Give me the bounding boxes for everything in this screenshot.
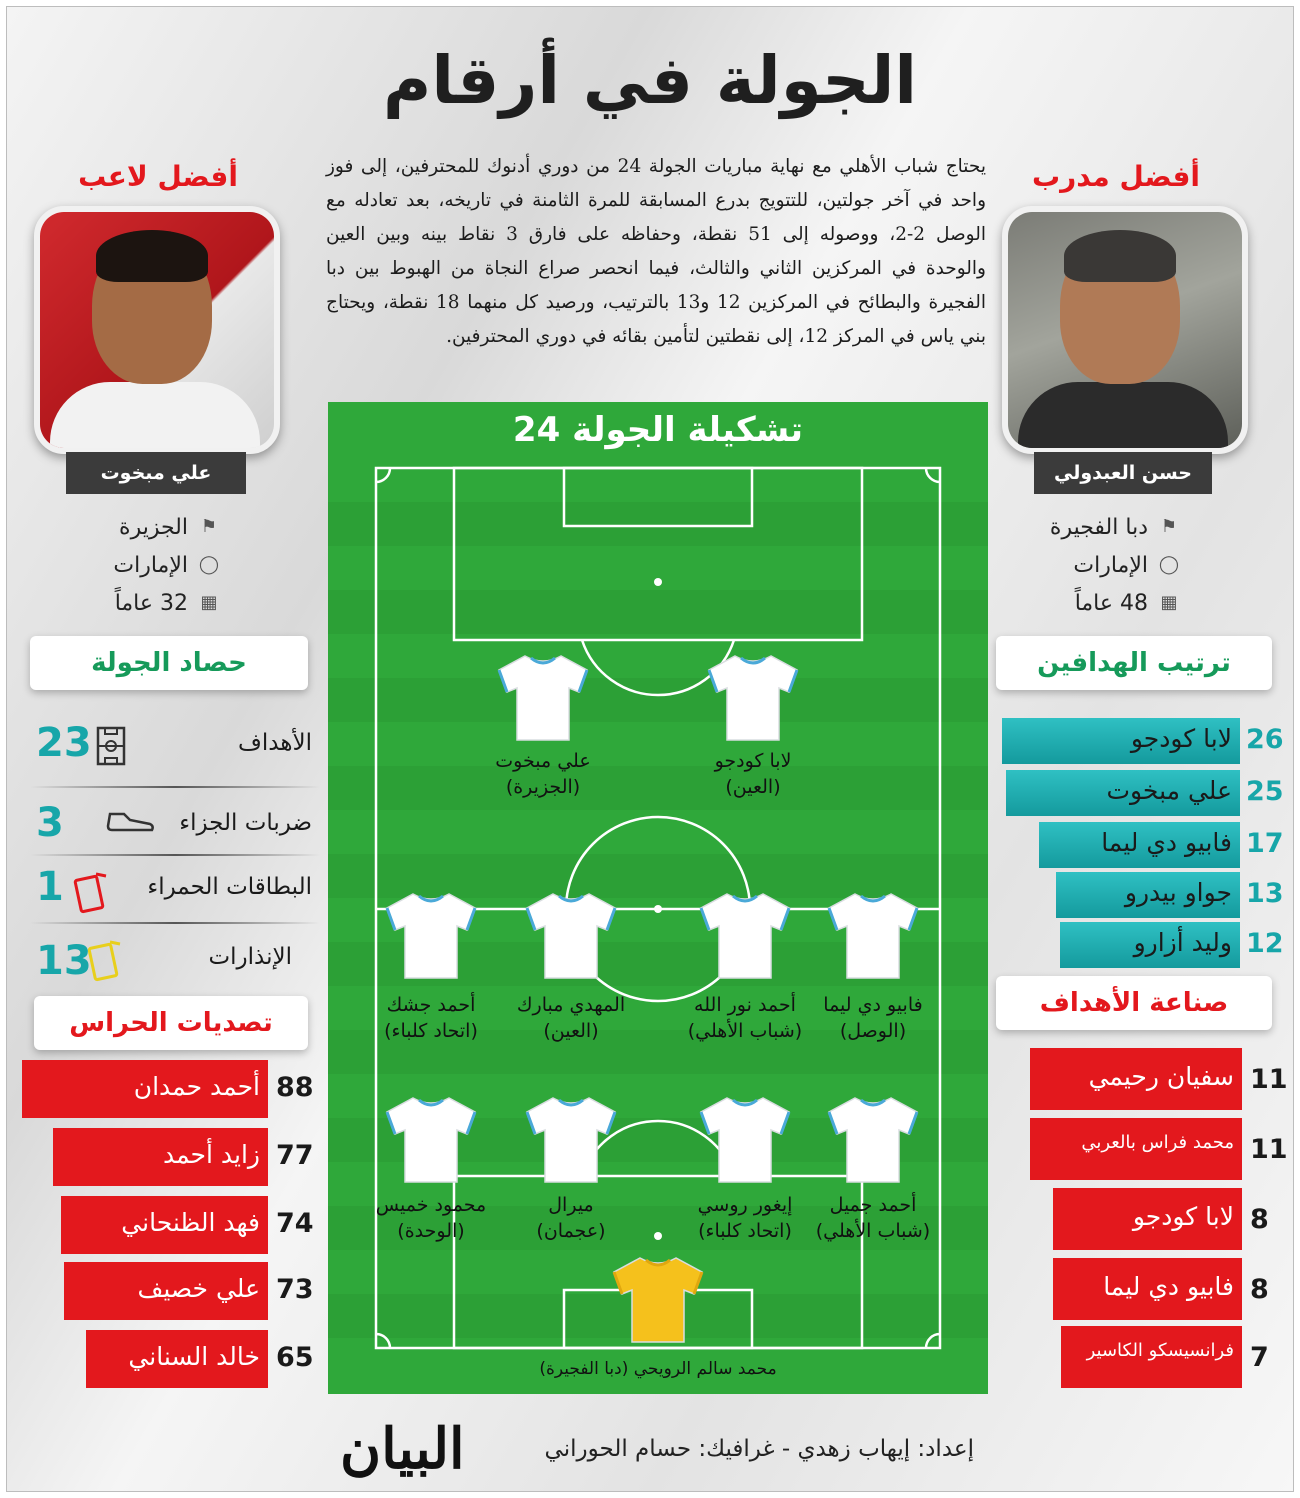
- top-scorers-heading: ترتيب الهدافين: [996, 636, 1272, 690]
- player-name: لابا كودجو: [714, 750, 792, 772]
- player-club-row: [20, 508, 220, 546]
- midfielder-shirt-icon: [383, 890, 479, 980]
- coach-info: [980, 508, 1180, 622]
- gk-save-value: 74: [276, 1208, 314, 1239]
- scorer-bar: [1002, 718, 1240, 764]
- player-club: (الوحدة): [397, 1220, 465, 1242]
- assist-value: 8: [1250, 1204, 1269, 1235]
- player-club: الجزيرة: [119, 514, 188, 540]
- gk-save-bar: [64, 1262, 268, 1320]
- page-title: الجولة في أرقام: [382, 42, 918, 119]
- goalkeeper-shirt-icon: [610, 1254, 706, 1344]
- divider: [30, 922, 320, 924]
- assist-bar: [1061, 1326, 1242, 1388]
- forward-shirt-icon: [495, 652, 591, 742]
- gk-save-row: [0, 1196, 320, 1254]
- stat-value: 3: [36, 800, 64, 846]
- scorer-name: علي مبخوت: [1106, 776, 1232, 805]
- assist-name: لابا كودجو: [1132, 1202, 1234, 1231]
- coach-club: دبا الفجيرة: [1049, 514, 1148, 540]
- gk-save-row: [0, 1128, 320, 1186]
- player-club: (الوصل): [839, 1020, 907, 1042]
- club-icon: ⚑: [1160, 516, 1178, 537]
- player-club: (عجمان): [536, 1220, 606, 1242]
- scorer-bar: [1060, 922, 1240, 968]
- scorer-bar: [1039, 822, 1240, 868]
- assist-bar: [1053, 1258, 1242, 1320]
- scorer-goals: 13: [1246, 878, 1284, 909]
- credits: إعداد: إيهاب زهدي - غرافيك: حسام الحوراني: [544, 1436, 974, 1462]
- gk-save-value: 73: [276, 1274, 314, 1305]
- midfielder-shirt-icon: [697, 890, 793, 980]
- stat-label: البطاقات الحمراء: [147, 874, 312, 900]
- player-photo: [34, 206, 280, 454]
- coach-photo: [1002, 206, 1248, 454]
- lineup-pitch: [328, 402, 988, 1394]
- scorer-goals: 25: [1246, 776, 1284, 807]
- assist-makers-heading: صناعة الأهداف: [996, 976, 1272, 1030]
- calendar-icon: ▦: [1160, 592, 1178, 613]
- midfielder-shirt-icon: [825, 890, 921, 980]
- club-icon: ⚑: [200, 516, 218, 537]
- assist-bar: [1030, 1048, 1242, 1110]
- gk-save-value: 65: [276, 1342, 314, 1373]
- player-club: (شباب الأهلي): [687, 1020, 803, 1042]
- gk-save-bar: [53, 1128, 268, 1186]
- midfielder-label: [798, 992, 948, 1044]
- divider: [30, 786, 320, 788]
- assist-row: [1020, 1258, 1290, 1320]
- player-name: فابيو دي ليما: [823, 994, 923, 1016]
- gk-save-row: [0, 1330, 320, 1388]
- player-name: علي مبخوت: [495, 750, 591, 772]
- player-name: أحمد جشك: [386, 994, 476, 1016]
- midfielder-label: [496, 992, 646, 1044]
- gk-name: علي خصيف: [137, 1274, 260, 1303]
- assist-name: فابيو دي ليما: [1103, 1272, 1234, 1301]
- calendar-icon: ▦: [200, 592, 218, 613]
- player-club: (اتحاد كلباء): [384, 1020, 478, 1042]
- assist-value: 11: [1250, 1134, 1288, 1165]
- gk-name: أحمد حمدان: [133, 1072, 260, 1101]
- player-name: أحمد جميل: [829, 1194, 917, 1216]
- stat-value: 13: [36, 938, 92, 984]
- gk-name: فهد الظنحاني: [121, 1208, 260, 1237]
- player-name: ميرال: [548, 1194, 594, 1216]
- scorer-row: [990, 872, 1290, 918]
- gk-save-row: [0, 1262, 320, 1320]
- assist-row: [1020, 1048, 1290, 1110]
- scorer-name: جواو بيدرو: [1124, 878, 1232, 907]
- stat-value: 23: [36, 720, 92, 766]
- gk-name: زايد أحمد: [162, 1140, 260, 1169]
- gk-saves-heading: تصديات الحراس: [34, 996, 308, 1050]
- coach-nationality-row: [980, 546, 1180, 584]
- gk-save-bar: [22, 1060, 268, 1118]
- defender-label: [798, 1192, 948, 1244]
- goalkeeper-label: محمد سالم الرويحي (دبا الفجيرة): [539, 1359, 777, 1379]
- gk-save-value: 88: [276, 1072, 314, 1103]
- player-name: أحمد نور الله: [694, 994, 796, 1016]
- assist-name: سفيان رحيمي: [1088, 1062, 1234, 1091]
- player-info: [20, 508, 220, 622]
- midfielder-shirt-icon: [523, 890, 619, 980]
- scorer-goals: 26: [1246, 724, 1284, 755]
- forward-label: [468, 748, 618, 800]
- scorer-bar: [1056, 872, 1240, 918]
- yellow-card-icon: [92, 938, 126, 978]
- stat-label: ضربات الجزاء: [179, 810, 312, 836]
- gk-save-value: 77: [276, 1140, 314, 1171]
- player-club: (الجزيرة): [505, 776, 581, 798]
- player-club: (شباب الأهلي): [815, 1220, 931, 1242]
- stat-label: الأهداف: [238, 730, 312, 756]
- best-coach-heading: أفضل مدرب: [1031, 160, 1200, 193]
- coach-club-row: [980, 508, 1180, 546]
- lineup-title: تشكيلة الجولة 24: [512, 410, 804, 450]
- best-player-heading: أفضل لاعب: [78, 160, 238, 193]
- assist-bar: [1030, 1118, 1242, 1180]
- forward-shirt-icon: [705, 652, 801, 742]
- player-nationality-row: [20, 546, 220, 584]
- assist-bar: [1053, 1188, 1242, 1250]
- player-name-plate: علي مبخوت: [66, 452, 246, 494]
- player-club: (العين): [725, 776, 781, 798]
- shirt-icon: ◯: [198, 554, 220, 575]
- scorer-row: [990, 718, 1290, 764]
- defender-shirt-icon: [523, 1094, 619, 1184]
- gk-name: خالد السناني: [128, 1342, 260, 1371]
- assist-value: 11: [1250, 1064, 1288, 1095]
- stat-red-cards: [30, 860, 320, 920]
- assist-name: محمد فراس بالعربي: [1081, 1132, 1234, 1153]
- player-name: المهدي مبارك: [516, 994, 626, 1016]
- scorer-row: [990, 770, 1290, 816]
- scorer-bar: [1006, 770, 1240, 816]
- scorer-name: لابا كودجو: [1130, 724, 1232, 753]
- assist-name: فرانسيسكو الكاسير: [1086, 1340, 1234, 1361]
- assist-value: 7: [1250, 1342, 1269, 1373]
- assist-row: [1020, 1118, 1290, 1180]
- scorer-name: وليد أزارو: [1133, 928, 1232, 957]
- forward-label: [678, 748, 828, 800]
- stat-goals: [30, 716, 320, 776]
- pitch-icon: [94, 726, 128, 766]
- defender-shirt-icon: [383, 1094, 479, 1184]
- albayan-logo: البيان: [340, 1416, 465, 1482]
- assist-row: [1020, 1188, 1290, 1250]
- defender-shirt-icon: [825, 1094, 921, 1184]
- scorer-goals: 17: [1246, 828, 1284, 859]
- player-name: إيغور روسي: [697, 1194, 793, 1216]
- assist-value: 8: [1250, 1274, 1269, 1305]
- boot-icon: [106, 806, 156, 846]
- stat-yellow-cards: [30, 928, 320, 988]
- player-club: (اتحاد كلباء): [698, 1220, 792, 1242]
- coach-age-row: [980, 584, 1180, 622]
- gk-save-row: [0, 1060, 320, 1118]
- player-club: (العين): [543, 1020, 599, 1042]
- scorer-goals: 12: [1246, 928, 1284, 959]
- player-name: محمود خميس: [375, 1194, 487, 1216]
- player-age: 32 عاماً: [114, 590, 188, 616]
- defender-shirt-icon: [697, 1094, 793, 1184]
- scorer-name: فابيو دي ليما: [1101, 828, 1232, 857]
- stat-value: 1: [36, 864, 64, 910]
- defender-label: [496, 1192, 646, 1244]
- round-harvest-heading: حصاد الجولة: [30, 636, 308, 690]
- player-nationality: الإمارات: [113, 552, 188, 578]
- coach-name-plate: حسن العبدولي: [1034, 452, 1212, 494]
- defender-label: [356, 1192, 506, 1244]
- scorer-row: [990, 922, 1290, 968]
- shirt-icon: ◯: [1158, 554, 1180, 575]
- gk-save-bar: [86, 1330, 268, 1388]
- stat-penalties: [30, 796, 320, 856]
- stat-label: الإنذارات: [208, 944, 292, 970]
- red-card-icon: [78, 870, 112, 910]
- intro-paragraph: يحتاج شباب الأهلي مع نهاية مباريات الجولة 24 من دوري أدنوك للمحترفين، إلى فوز واحد في آخر جولتين، للتتويج بدرع المسابقة للمرة الثامنة في تاريخه، بعد تعادله مع الوصل 2-2، ووصوله إلى 51 نقطة، وحفاظه على فارق 3 نقاط بينه وبين العين والوحدة في المركزين الثاني والثالث، فيما انحصر صراع النجاة من الهبوط بين دبا الفجيرة والبطائح في المركزين 12 و13 بالترتيب، ورصيد كل منهما 18 نقطة، ويحتاج بني ياس في المركز 12، إلى نقطتين لتأمين بقائه في دوري المحترفين.: [326, 156, 986, 347]
- divider: [30, 854, 320, 856]
- assist-row: [1020, 1326, 1290, 1388]
- midfielder-label: [356, 992, 506, 1044]
- player-age-row: [20, 584, 220, 622]
- scorer-row: [990, 822, 1290, 868]
- coach-nationality: الإمارات: [1073, 552, 1148, 578]
- gk-save-bar: [61, 1196, 268, 1254]
- coach-age: 48 عاماً: [1074, 590, 1148, 616]
